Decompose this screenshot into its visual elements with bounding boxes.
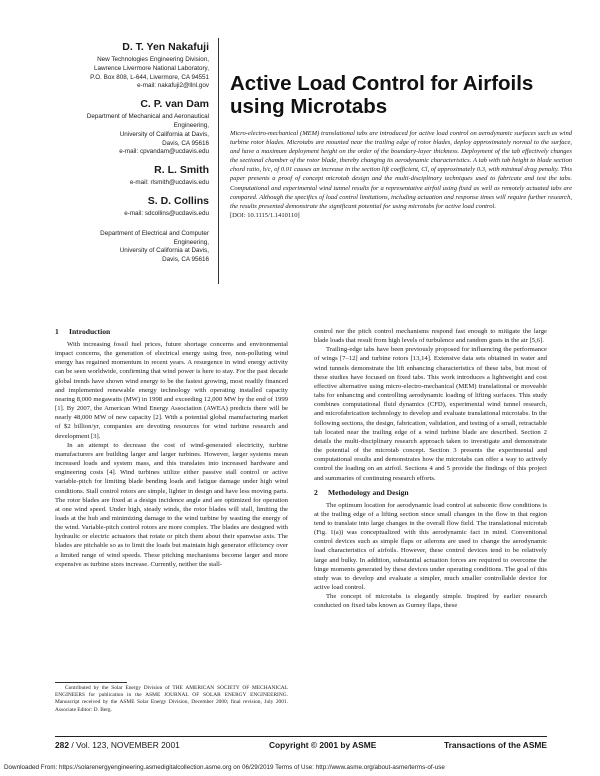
abstract — [230, 129, 572, 220]
author-name: S. D. Collins — [147, 194, 209, 207]
author-email[interactable]: e-mail: nakafuji2@llnl.gov — [137, 82, 209, 90]
volume-info: / Vol. 123, NOVEMBER 2001 — [71, 740, 180, 750]
paragraph: In an attempt to decrease the cost of wind-generated electricity, turbine manufacturers are building larger and larger turbines. However, larger systems mean increased loads and system mass, and this translates into increased hardware and engineering costs [4]. Wind turbines utilize either passive stall control or active variable-pitch for limiting blade bending loads and fatigue damage under high wind conditions. Stall control rotors are simple, lighter in design and have less moving parts. The rotor blades are fixed at a design incidence angle and are optimized for operation at one wind speed. Under high, steady winds, the rotor blades will stall, limiting the loads at the hub and minimizing damage to the wind turbine by wasting the energy of the wind. Variable-pitch control rotors are more complex. The blades are designed with hydraulic or electric actuators that rotate or pitch them about their spanwise axis. The blades are pitchable so as to limit the loads but maintain high generator efficiency over a limited range of wind speeds. These pitching mechanisms become larger and more expensive as turbine sizes increase. Currently, neither the stall- — [55, 441, 288, 568]
author-entry — [55, 194, 209, 219]
author-affiliation-line: New Technologies Engineering Division, — [97, 56, 209, 63]
footer-page-info — [55, 740, 180, 750]
section-title: Introduction — [69, 327, 111, 336]
section-heading — [55, 327, 288, 337]
author-affiliation-line: Davis, CA 95616 — [162, 139, 209, 147]
page-footer — [55, 740, 547, 754]
body-column-right — [314, 327, 547, 611]
paragraph: control nor the pitch control mechanisms respond fast enough to mitigate the large blade loads that result from high levels of turbulence and random gusts in the air [5,6]. — [314, 328, 547, 345]
author-affiliation-line: Lawrence Livermore National Laboratory, — [93, 64, 209, 72]
paragraph: The concept of microtabs is elegantly simple. Inspired by earlier research conducted on fixed tabs known as Gurney flaps, these — [314, 593, 547, 610]
section-number: 1 — [55, 327, 59, 336]
author-email[interactable]: e-mail: sdcollins@ucdavis.edu — [124, 209, 209, 217]
paragraph: Trailing-edge tabs have been previously proposed for influencing the performance of wings [7–12] and turbine rotors [13,14]. Extensive data sets obtained in water and wind tunnels demonstrate the lift enhancing characteristics of these tabs, but most of these studies have focused on fixed tabs. This work introduces a lightweight and cost effective alternative using micro-electro-mechanical (MEM) translational or moveable tabs for enhancing and controlling aerodynamic loading of lifting surfaces. This study combines computational fluid dynamics (CFD), experimental wind tunnel research, and microfabrication technology to develop and evaluate translational microtabs. In the following sections, the design, fabrication, validation, and testing of a small, retractable tab located near the trailing edge of a wind turbine blade are described. Section 2 details the multi-disciplinary research approach taken to investigate and demonstrate the potential of the microtab concept. Section 3 presents the experimental and computational results and demonstrates how the microtabs can offer a way to actively control the loading on an airfoil. Sections 4 and 5 provide the findings of this project and summaries of continuing research efforts. — [314, 346, 547, 482]
page-number: 282 — [55, 740, 69, 750]
author-name: C. P. van Dam — [140, 98, 209, 111]
section-number: 2 — [314, 487, 318, 497]
copyright: Copyright © 2001 by ASME — [269, 740, 377, 750]
paragraph: With increasing fossil fuel prices, future shortage concerns and environmental impact concerns, the generation of electrical energy using free, non-polluting wind energy has regained momentum in recent years. A resurgence in wind energy activity can be seen worldwide, confirming that wind power is here to stay. For the past decade global trends have shown wind energy to be the fastest growing, most readily financed and implemented renewable energy technology with operating installed capacity nearing 8,000 megawatts (MW) in 1998 and exceeding 12,000 MW by the end of 1999 [1]. By 2007, the American Wind Energy Association (AWEA) predicts there will be nearly 48,000 MW of new capacity [2]. With a potential global manufacturing market of $2 billion/yr, companies are devoting resources for wind turbine research and development [3]. — [55, 341, 288, 440]
affiliation-line: University of California at Davis, — [119, 247, 209, 255]
abstract-text: Micro-electro-mechanical (MEM) translational tabs are introduced for active load control on aerodynamic surfaces such as wind turbine rotor blades. Microtabs are mounted near the trailing edge of rotor blades, deploy approximately normal to the surface, and have a maximum deployment height on the order of the boundary-layer thickness. Deployment of the tab effectively changes the sectional chamber of the rotor blade, thereby changing its aerodynamic characteristics. A tab with tab height to blade section chord ratio, h/c, of 0.01 causes an increase in the section lift coefficient, Cl, of approximately 0.3, with minimal drag penalty. This paper presents a proof of concept microtab design and the multi-disciplinary techniques used to fabricate and test the tabs. Computational and experimental wind tunnel results for a representative airfoil using fixed as well as remotely actuated tabs are compared. Although the specifics of load control limitations, including actuation and response times will require further research, the results presented demonstrate the significant potential for using microtabs for active load control. — [230, 130, 572, 210]
footnote: Contributed by the Solar Energy Division of THE AMERICAN SOCIETY OF MECHANICAL ENGINEERS for publication in the ASME JOURNAL OF SOLAR ENERGY ENGINEERING. Manuscript received by the ASME Solar Energy Division, December 2000; final revision, July 2001. Associate Editor: D. Berg. — [55, 685, 288, 713]
doi-link[interactable]: [DOI: 10.1115/1.1410110] — [230, 211, 300, 219]
affiliation-line: Engineering, — [173, 238, 209, 246]
author-affiliation-line: Department of Mechanical and Aeronautical — [86, 113, 209, 121]
author-email[interactable]: e-mail: cpvandam@ucdavis.edu — [119, 148, 209, 156]
author-name: D. T. Yen Nakafuji — [122, 41, 209, 53]
author-affiliation-line: P.O. Box 808, L-644, Livermore, CA 94551 — [90, 73, 209, 81]
affiliation-line: Department of Electrical and Computer — [100, 229, 209, 237]
journal-name: Transactions of the ASME — [444, 740, 547, 750]
author-block — [55, 40, 209, 265]
paragraph: The optimum location for aerodynamic load control at subsonic flow conditions is at the trailing edge of a lifting section since small changes in the flow in that region tend to translate into large changes in the overall flow field. The translational microtab (Fig. 1(a)) was conceptualized with this aerodynamic fact in mind. Conventional control devices such as simple flaps or ailerons are used to change the aerodynamic load characteristics of airfoils. However, these control devices tend to be relatively large and bulky. In addition, substantial actuation forces are required to overcome the hinge moments generated by these devices under operating conditions. The goal of this study was to develop and evaluate a simpler, much smaller controllable device for active load control. — [314, 501, 547, 592]
author-affiliation-line: Engineering, — [173, 121, 209, 129]
footer-rule — [55, 736, 547, 737]
section-title: Methodology and Design — [328, 487, 409, 497]
paper-title: Active Load Control for Airfoils using Microtabs — [230, 72, 534, 118]
section-heading — [314, 488, 547, 498]
shared-affiliation — [55, 230, 209, 265]
author-name: R. L. Smith — [154, 164, 209, 177]
footnote-rule — [55, 682, 127, 683]
author-entry — [55, 40, 209, 91]
author-entry — [55, 163, 209, 188]
author-entry — [55, 97, 209, 157]
author-email[interactable]: e-mail: rlsmith@ucdavis.edu — [129, 179, 209, 187]
affiliation-line: Davis, CA 95616 — [162, 256, 209, 264]
body-column-left — [55, 327, 288, 569]
vertical-divider — [218, 38, 219, 284]
author-affiliation-line: University of California at Davis, — [119, 130, 209, 138]
download-notice[interactable]: Downloaded From: https://solarenergyengineering.asmedigitalcollection.asme.org on 06/29/2019 Terms of Use: http://www.asme.org/about-asme/terms-of-use — [4, 764, 445, 771]
